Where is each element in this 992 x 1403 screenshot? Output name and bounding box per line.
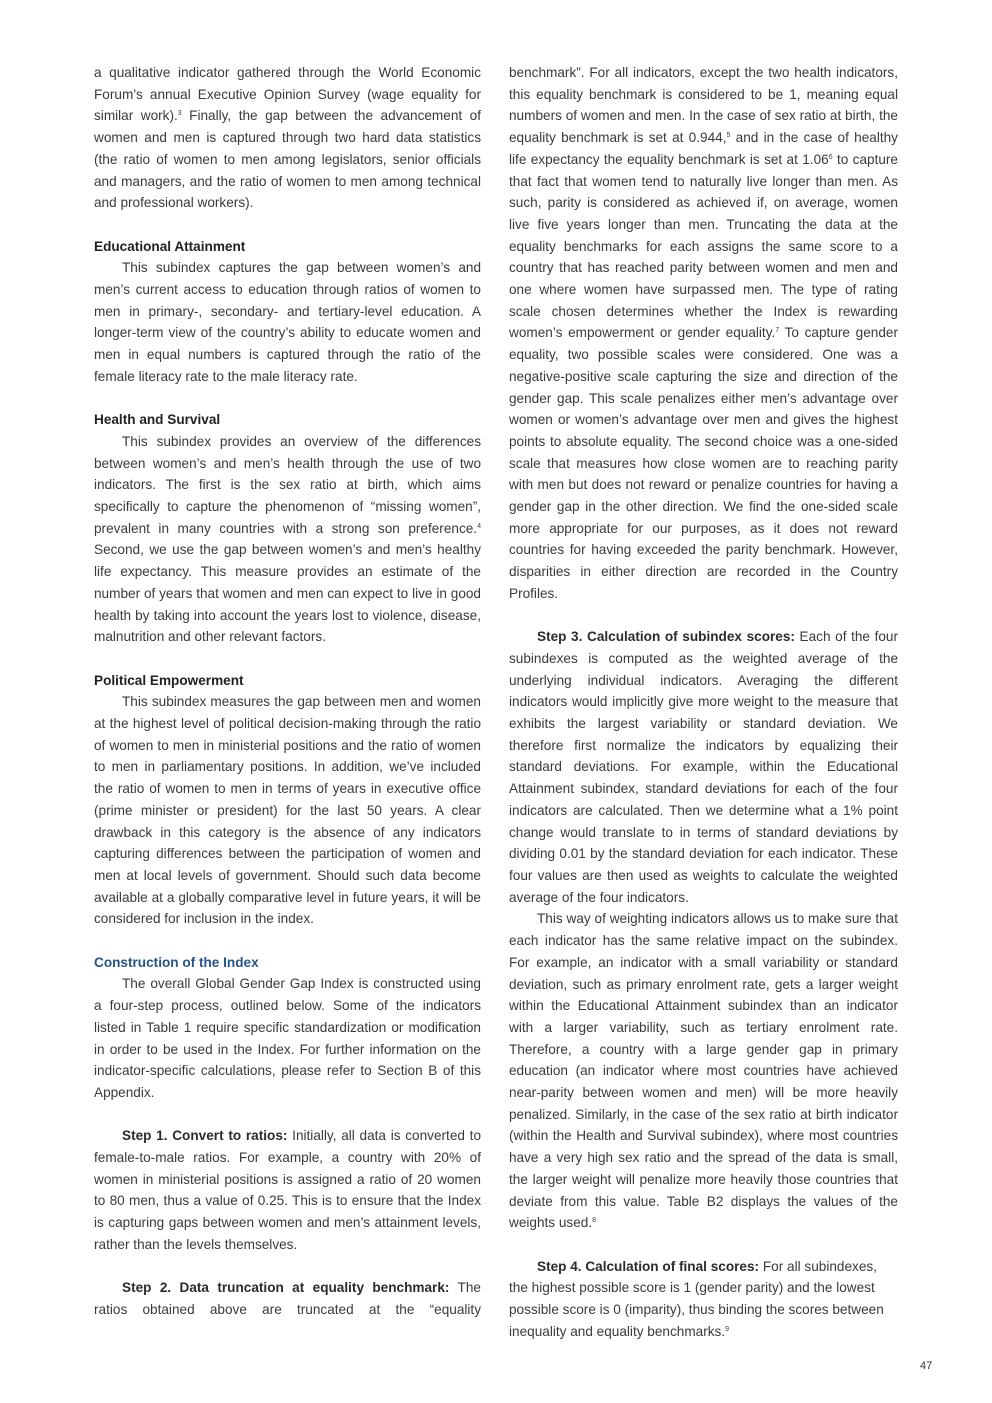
educational-attainment-paragraph: This subindex captures the gap between women’s and men’s current access to education through ratios of women to men in primary-, secondary- and tertiary-level education. A longer-term view of the country’s ability to educate women and men in equal numbers is captured through the ratio of the female literacy rate to the male literacy rate. xyxy=(94,260,481,384)
footnote-ref-8[interactable]: 8 xyxy=(592,1217,597,1225)
step-4-label: Step 4. Calculation of final scores: xyxy=(537,1258,760,1274)
intro-paragraph: a qualitative indicator gathered through the World Economic Forum’s annual Executive Opinion Survey (wage equality for similar work).$^3$ Finally, the gap between the advancement of women and men is captured through two hard data statistics (the ratio of women to men among legislators, senior officials and managers, and the ratio of women to men among technical and professional workers). xyxy=(94,65,481,211)
step-2-paragraph: Step 2. Data truncation at equality benchmark: The ratios obtained above are truncated at the “equality xyxy=(94,1280,481,1317)
construction-paragraph: The overall Global Gender Gap Index is constructed using a four-step process, outlined below. Some of the indicators listed in Table 1 require specific standardization or modification in order to be used in the Index. For further information on the indicator-specific calculations, please refer to Section B of this Appendix. xyxy=(94,976,481,1100)
step-4-paragraph: Step 4. Calculation of final scores: For all subindexes, the highest possible score is 1 (gender parity) and the lowest possible score is 0 (imparity), thus binding the scores between inequality and equality benchmarks.$^9$ xyxy=(509,1258,884,1339)
health-survival-paragraph: This subindex provides an overview of the differences between women’s and men’s health through the use of two indicators. The first is the sex ratio at birth, which aims specifically to capture the phenomenon of “missing women”, prevalent in many countries with a strong son preference.$^4$ Second, we use the gap between women’s and men’s healthy life expectancy. This measure provides an estimate of the number of years that women and men can expect to live in good health by taking into account the years lost to violence, disease, malnutrition and other relevant factors. xyxy=(94,433,481,645)
footnote-ref-4[interactable]: 4 xyxy=(477,522,481,530)
right-column xyxy=(509,62,898,1342)
footnote-ref-9[interactable]: 9 xyxy=(725,1325,730,1333)
heading-construction-of-index: Construction of the Index xyxy=(94,954,259,970)
footnote-ref-3[interactable]: 3 xyxy=(177,110,182,118)
heading-health-and-survival: Health and Survival xyxy=(94,412,221,428)
step-2-continuation-paragraph: benchmark”. For all indicators, except the two health indicators, this equality benchmark is considered to be 1, meaning equal numbers of women and men. In the case of sex ratio at birth, the equality benchmark is set at 0.944,$^5$ and in the case of healthy life expectancy the equality benchmark is set at 1.06$^6$ to capture that fact that women tend to naturally live longer than men. As such, parity is considered as achieved if, on average, women live five years longer than men. Truncating the data at the equality benchmarks for each assigns the same score to a country that has reached parity between women and men and one where women have surpassed men. The type of rating scale chosen determines whether the Index is rewarding women’s empowerment or gender equality.$^7$ To capture gender equality, two possible scales were considered. One was a negative-positive scale capturing the size and direction of the gender gap. This scale penalizes either men’s advantage over women or women’s advantage over men and gives the highest points to absolute equality. The second choice was a one-sided scale that measures how close women are to reaching parity with men but does not reward or penalize countries for having a gender gap in the other direction. We find the one-sided scale more appropriate for our purposes, as it does not reward countries for having exceeded the parity benchmark. However, disparities in either direction are recorded in the Country Profiles. xyxy=(509,65,898,601)
heading-political-empowerment: Political Empowerment xyxy=(94,672,244,688)
left-column xyxy=(94,62,481,1321)
footnote-ref-5[interactable]: 5 xyxy=(726,132,731,140)
step-3-paragraph: Step 3. Calculation of subindex scores: Each of the four subindexes is computed as the weighted average of the underlying individual indicators. Averaging the different indicators would implicitly give more weight to the measure that exhibits the largest variability or standard deviation. We therefore first normalize the indicators by equalizing their standard deviations. For example, within the Educational Attainment subindex, standard deviations for each of the four indicators are calculated. Then we determine what a 1% point change would translate to in terms of standard deviations by dividing 0.01 by the standard deviation for each indicator. These four values are then used as weights to calculate the weighted average of the four indicators. xyxy=(509,629,899,905)
footnote-ref-7[interactable]: 7 xyxy=(775,327,780,335)
step-3-label: Step 3. Calculation of subindex scores: xyxy=(537,629,795,645)
political-empowerment-paragraph: This subindex measures the gap between men and women at the highest level of political decision-making through the ratio of women to men in ministerial positions and the ratio of women to men in parliamentary positions. In addition, we’ve included the ratio of women to men in terms of years in executive office (prime minister or president) for the last 50 years. A clear drawback in this category is the absence of any indicators capturing differences between the participation of women and men at local levels of government. Should such data become available at a globally comparative level in future years, it will be considered for inclusion in the index. xyxy=(94,694,481,927)
heading-educational-attainment: Educational Attainment xyxy=(94,238,246,254)
step-1-label: Step 1. Convert to ratios: xyxy=(122,1128,288,1144)
weighting-paragraph: This way of weighting indicators allows us to make sure that each indicator has the same relative impact on the subindex. For example, an indicator with a small variability or standard deviation, such as primary enrolment rate, gets a larger weight within the Educational Attainment subindex than an indicator with a larger variability, such as tertiary enrolment rate. Therefore, a country with a large gender gap in primary education (an indicator where most countries have achieved near-parity between women and men) will be more heavily penalized. Similarly, in the case of the sex ratio at birth indicator (within the Health and Survival subindex), where most countries have a very high sex ratio and the spread of the data is small, the larger weight will penalize more heavily those countries that deviate from this value. Table B2 displays the values of the weights used.$^8$ xyxy=(509,911,898,1231)
footnote-ref-6[interactable]: 6 xyxy=(828,153,833,161)
page-number: 47 xyxy=(920,1360,933,1372)
step-1-paragraph: Step 1. Convert to ratios: Initially, all data is converted to female-to-male ratios. For example, a country with 20% of women in ministerial positions is assigned a ratio of 20 women to 80 men, thus a value of 0.25. This is to ensure that the Index is capturing gaps between women and men’s attainment levels, rather than the levels themselves. xyxy=(94,1128,482,1252)
step-2-label: Step 2. Data truncation at equality benchmark: xyxy=(122,1280,450,1296)
